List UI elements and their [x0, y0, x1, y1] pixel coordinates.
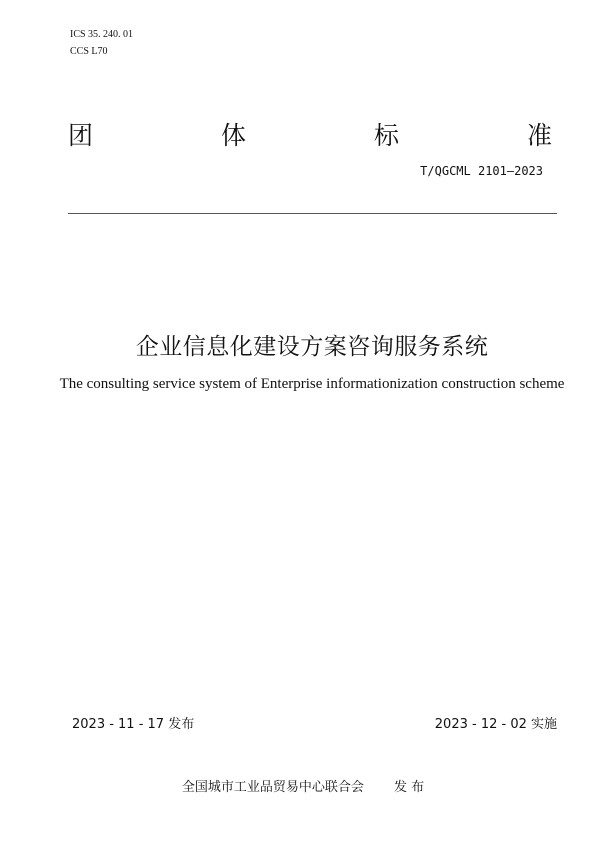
standard-type-char: 团	[68, 121, 94, 150]
standard-type-char: 体	[220, 121, 246, 150]
publish-date: 2023 - 11 - 17 发布	[72, 717, 195, 732]
document-title-english: The consulting service system of Enterprise informationization construction scheme	[59, 376, 565, 392]
publisher-action: 发 布	[393, 780, 425, 795]
document-title: 企业信息化建设方案咨询服务系统	[135, 334, 489, 360]
publisher-name: 全国城市工业品贸易中心联合会	[181, 780, 364, 795]
standard-code: T/QGCML 2101—2023	[420, 164, 543, 178]
standard-type-heading	[68, 116, 552, 152]
ics-code: ICS 35. 240. 01	[70, 29, 134, 40]
standard-type-char: 准	[526, 121, 552, 150]
ccs-code: CCS L70	[70, 46, 108, 57]
publisher	[0, 776, 600, 795]
implement-date: 2023 - 12 - 02 实施	[434, 717, 557, 732]
standard-type-char: 标	[373, 121, 399, 150]
divider	[68, 213, 557, 214]
